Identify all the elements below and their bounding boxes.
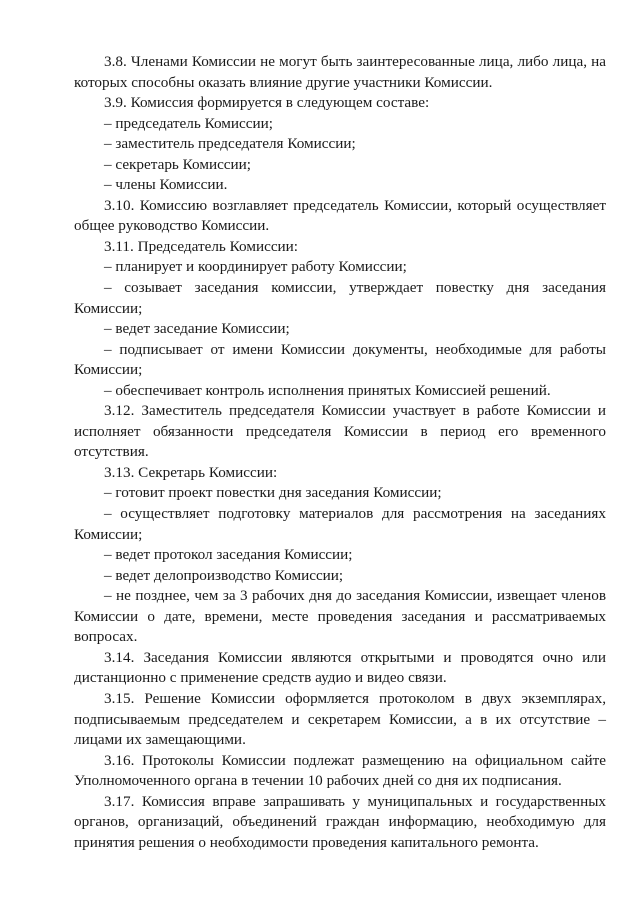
paragraph-3-13: 3.13. Секретарь Комиссии:	[104, 463, 278, 481]
list-item: – заместитель председателя Комиссии;	[104, 135, 356, 153]
list-item: – не позднее, чем за 3 рабочих дня до заседания Комиссии, извещает членов Комиссии о дате, времени, месте проведения заседания и рассматриваемых вопросах.	[74, 587, 606, 646]
paragraph-3-15: 3.15. Решение Комиссии оформляется протоколом в двух экземплярах, подписываемым председателем и секретарем Комиссии, а в их отсутствие – лицами их замещающими.	[74, 689, 606, 749]
list-item: – созывает заседания комиссии, утверждает повестку дня заседания Комиссии;	[74, 279, 606, 317]
paragraph-3-17: 3.17. Комиссия вправе запрашивать у муниципальных и государственных органов, организаций, объединений граждан информацию, необходимую для принятия решения о необходимости проведения капитального ремонта.	[74, 792, 606, 851]
list-item: – обеспечивает контроль исполнения принятых Комиссией решений.	[104, 381, 551, 399]
paragraph-3-8: 3.8. Членами Комиссии не могут быть заинтересованные лица, либо лица, на которых способны оказать влияние другие участники Комиссии.	[74, 53, 606, 91]
paragraph-3-14: 3.14. Заседания Комиссии являются открытыми и проводятся очно или дистанционно с применение средств аудио и видео связи.	[74, 648, 606, 687]
paragraph-3-10: 3.10. Комиссию возглавляет председатель Комиссии, который осуществляет общее руководство Комиссии.	[74, 196, 606, 235]
list-item: – секретарь Комиссии;	[104, 155, 252, 173]
list-item: – члены Комиссии.	[104, 176, 228, 194]
list-item: – председатель Комиссии;	[104, 114, 273, 132]
paragraph-3-9: 3.9. Комиссия формируется в следующем составе:	[104, 94, 430, 112]
list-item: – планирует и координирует работу Комиссии;	[104, 258, 407, 276]
paragraph-3-16: 3.16. Протоколы Комиссии подлежат размещению на официальном сайте Уполномоченного органа в течении 10 рабочих дней со дня их подписания.	[74, 751, 606, 790]
list-item: – осуществляет подготовку материалов для рассмотрения на заседаниях Комиссии;	[74, 505, 606, 543]
list-item: – ведет протокол заседания Комиссии;	[104, 546, 353, 564]
list-item: – подписывает от имени Комиссии документы, необходимые для работы Комиссии;	[74, 340, 606, 379]
list-item: – готовит проект повестки дня заседания Комиссии;	[104, 484, 442, 502]
paragraph-3-11: 3.11. Председатель Комиссии:	[104, 237, 299, 255]
list-item: – ведет делопроизводство Комиссии;	[104, 566, 344, 584]
list-item: – ведет заседание Комиссии;	[104, 320, 290, 338]
paragraph-3-12: 3.12. Заместитель председателя Комиссии участвует в работе Комиссии и исполняет обязанности председателя Комиссии в период его временного отсутствия.	[74, 402, 606, 461]
